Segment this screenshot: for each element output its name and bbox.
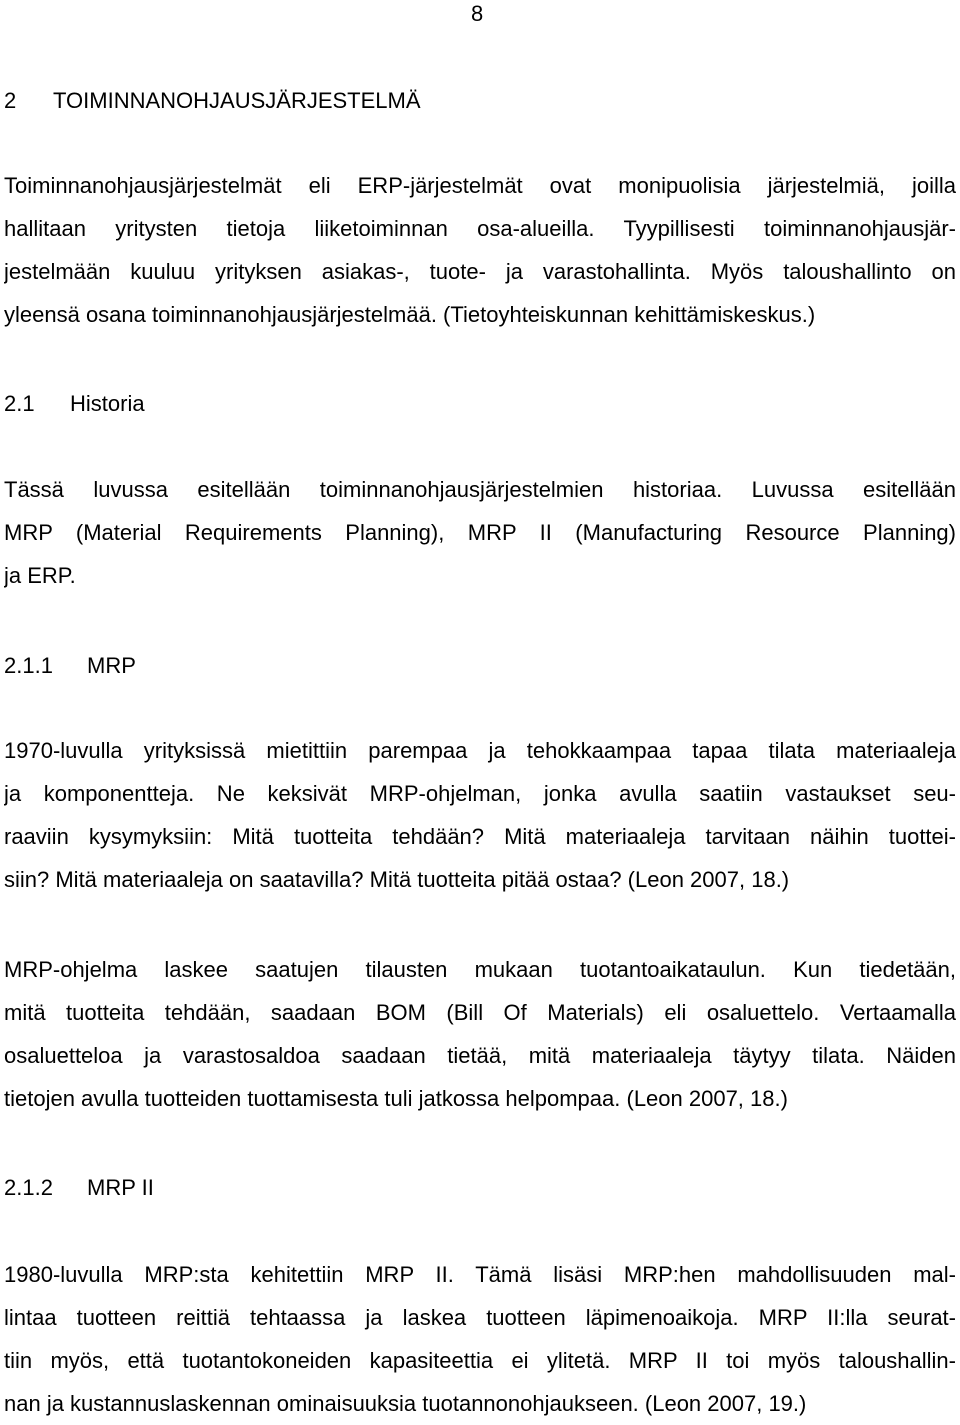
section-number: 2.1.1 xyxy=(4,653,53,678)
intro-paragraph xyxy=(4,164,956,336)
paragraph-line: MRP (Material Requirements Planning), MRP II (Manufacturing Resource Planning) xyxy=(4,520,956,545)
section-heading-2-1 xyxy=(4,390,145,418)
mrp-ii-paragraph xyxy=(4,1253,956,1425)
paragraph-line: mitä tuotteita tehdään, saadaan BOM (Bill Of Materials) eli osaluettelo. Vertaamalla xyxy=(4,1000,956,1025)
paragraph-line: jestelmään kuuluu yrityksen asiakas-, tuote- ja varastohallinta. Myös taloushallinto on xyxy=(4,259,956,284)
section-heading-2-1-1 xyxy=(4,652,136,680)
paragraph-line: yleensä osana toiminnanohjausjärjestelmää. (Tietoyhteiskunnan kehittämiskeskus.) xyxy=(4,302,816,327)
chapter-number: 2 xyxy=(4,88,17,113)
section-number: 2.1.2 xyxy=(4,1175,53,1200)
paragraph-line: Tässä luvussa esitellään toiminnanohjausjärjestelmien historiaa. Luvussa esitellään xyxy=(4,477,956,502)
mrp-paragraph-1 xyxy=(4,729,956,901)
paragraph-line: 1980-luvulla MRP:sta kehitettiin MRP II. Tämä lisäsi MRP:hen mahdollisuuden mal- xyxy=(4,1262,956,1287)
paragraph-line: raaviin kysymyksiin: Mitä tuotteita tehdään? Mitä materiaaleja tarvitaan näihin tuottei- xyxy=(4,824,956,849)
chapter-heading xyxy=(4,87,421,115)
paragraph-line: lintaa tuotteen reittiä tehtaassa ja laskea tuotteen läpimenoaikoja. MRP II:lla seurat- xyxy=(4,1305,956,1330)
chapter-title: TOIMINNANOHJAUSJÄRJESTELMÄ xyxy=(53,88,421,113)
historia-paragraph xyxy=(4,468,956,597)
paragraph-line: MRP-ohjelma laskee saatujen tilausten mukaan tuotantoaikataulun. Kun tiedetään, xyxy=(4,957,956,982)
paragraph-line: ja ERP. xyxy=(4,563,76,588)
section-number: 2.1 xyxy=(4,391,35,416)
paragraph-line: ja komponentteja. Ne keksivät MRP-ohjelman, jonka avulla saatiin vastaukset seu- xyxy=(4,781,956,806)
paragraph-line: 1970-luvulla yrityksissä mietittiin parempaa ja tehokkaampaa tapaa tilata materiaaleja xyxy=(4,738,956,763)
paragraph-line: tiin myös, että tuotantokoneiden kapasiteettia ei ylitetä. MRP II toi myös taloushallin- xyxy=(4,1348,956,1373)
section-title: MRP II xyxy=(87,1175,154,1200)
paragraph-line: nan ja kustannuslaskennan ominaisuuksia tuotannonohjaukseen. (Leon 2007, 19.) xyxy=(4,1391,807,1416)
section-title: Historia xyxy=(70,391,145,416)
paragraph-line: siin? Mitä materiaaleja on saatavilla? Mitä tuotteita pitää ostaa? (Leon 2007, 18.) xyxy=(4,867,790,892)
paragraph-line: Toiminnanohjausjärjestelmät eli ERP-järjestelmät ovat monipuolisia järjestelmiä, joilla xyxy=(4,173,956,198)
section-title: MRP xyxy=(87,653,136,678)
paragraph-line: hallitaan yritysten tietoja liiketoiminnan osa-alueilla. Tyypillisesti toiminnanohjausjär- xyxy=(4,216,956,241)
section-heading-2-1-2 xyxy=(4,1174,154,1202)
paragraph-line: osaluetteloa ja varastosaldoa saadaan tietää, mitä materiaaleja täytyy tilata. Näiden xyxy=(4,1043,956,1068)
paragraph-line: tietojen avulla tuotteiden tuottamisesta tuli jatkossa helpompaa. (Leon 2007, 18.) xyxy=(4,1086,788,1111)
mrp-paragraph-2 xyxy=(4,948,956,1120)
page-number: 8 xyxy=(471,1,484,26)
